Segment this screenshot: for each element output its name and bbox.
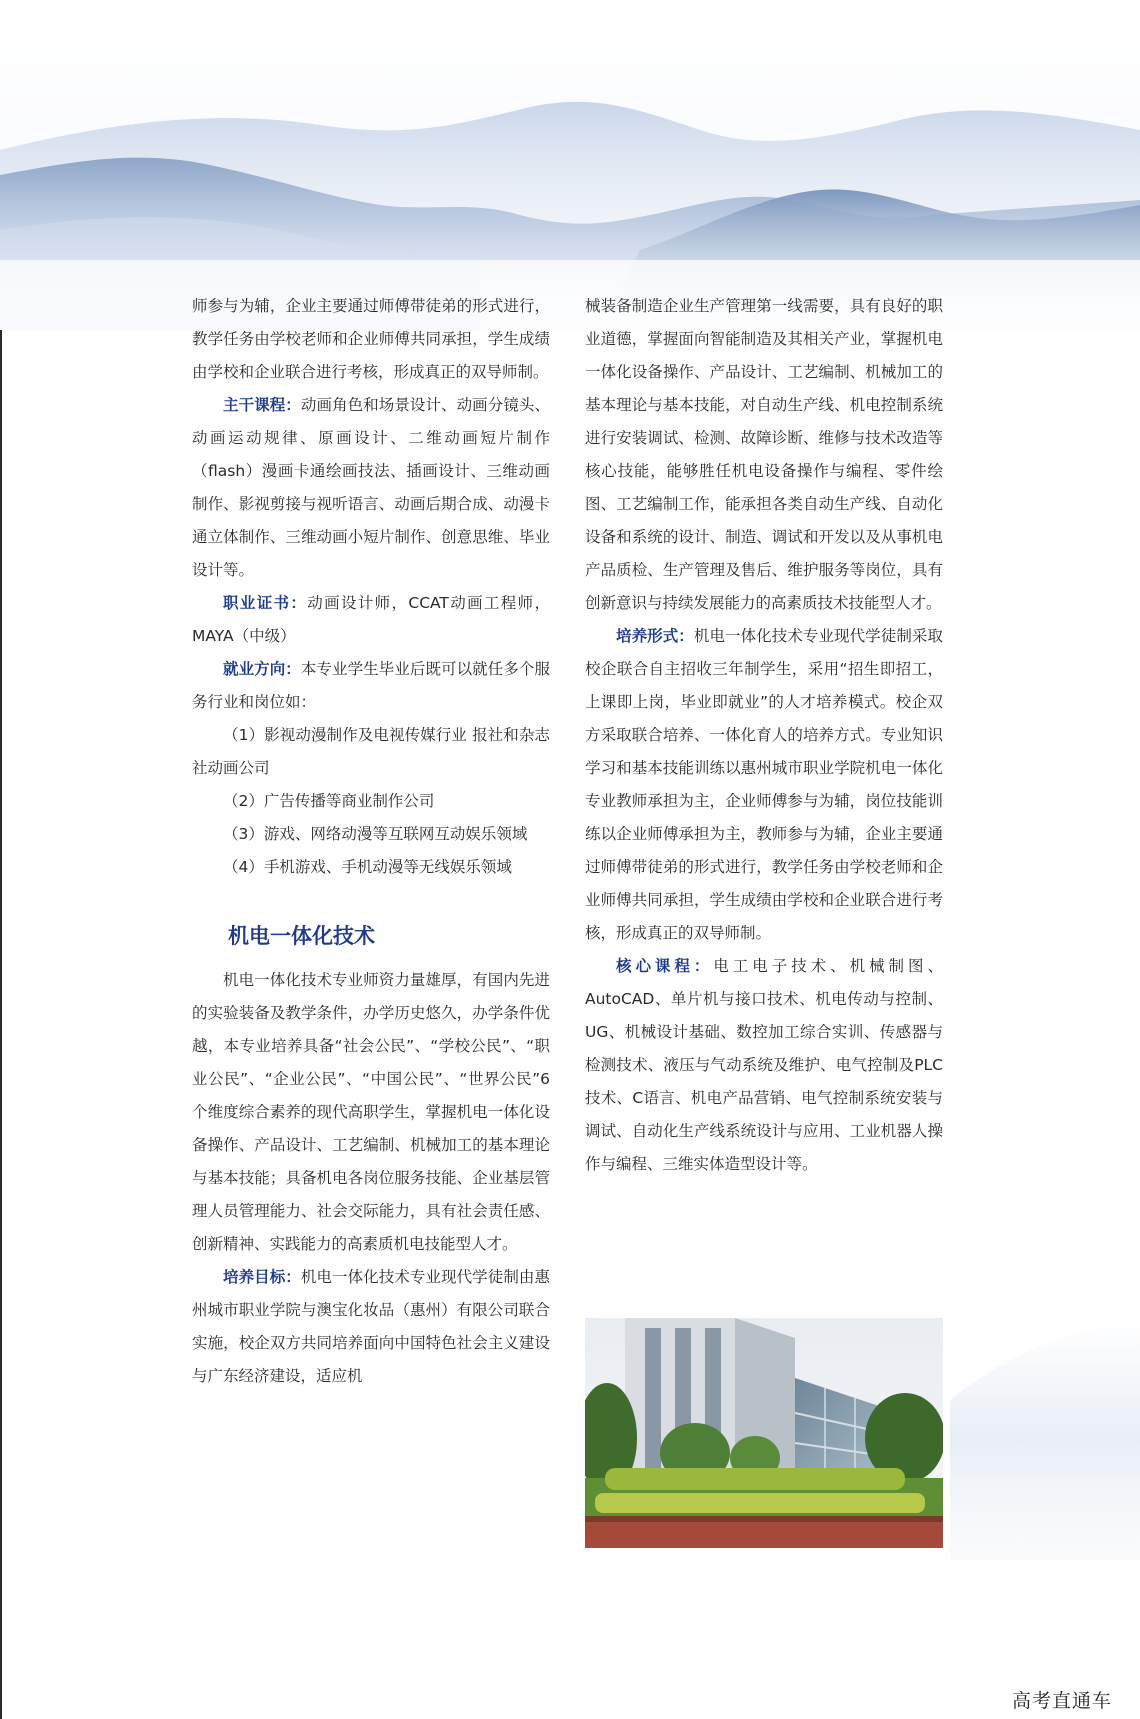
career-item: （4）手机游戏、手机动漫等无线娱乐领域 [223, 858, 512, 876]
training-goal-label: 培养目标： [223, 1268, 301, 1286]
section-title: 机电一体化技术 [228, 924, 375, 948]
section-intro-paragraph: 机电一体化技术专业师资力量雄厚，有国内先进的实验装备及教学条件，办学历史悠久，办学条件优越，本专业培养具备“社会公民”、“学校公民”、“职业公民”、“企业公民”、“中国公民”、“世界公民”6个维度综合素养的现代高职学生，掌握机电一体化设备操作、产品设计、工艺编制、机械加工的基本理论与基本技能；具备机电各岗位服务技能、企业基层管理人员管理能力、社会交际能力，具有社会责任感、创新精神、实践能力的高素质机电技能型人才。 [192, 971, 550, 1253]
campus-building-photo [585, 1318, 943, 1548]
left-intro-paragraph: 师参与为辅，企业主要通过师傅带徒弟的形式进行，教学任务由学校老师和企业师傅共同承担，学生成绩由学校和企业联合进行考核，形成真正的双导师制。 [192, 297, 550, 381]
training-form-label: 培养形式： [616, 627, 694, 645]
certificate-text: 动画设计师，CCAT动画工程师，MAYA（中级） [192, 594, 550, 645]
career-text: 本专业学生毕业后既可以就任多个服务行业和岗位如： [192, 660, 550, 711]
career-label: 就业方向： [223, 660, 301, 678]
core-courses-paragraph [585, 950, 943, 1181]
right-column [585, 290, 943, 1181]
training-goal-text: 机电一体化技术专业现代学徒制由惠州城市职业学院与澳宝化妆品（惠州）有限公司联合实施，校企双方共同培养面向中国特色社会主义建设与广东经济建设，适应机 [192, 1268, 550, 1385]
certificate-paragraph [192, 587, 550, 653]
main-courses-paragraph [192, 389, 550, 587]
main-courses-text: 动画角色和场景设计、动画分镜头、动画运动规律、原画设计、二维动画短片制作（flash）漫画卡通绘画技法、插画设计、三维动画制作、影视剪接与视听语言、动画后期合成、动漫卡通立体制作、三维动画小短片制作、创意思维、毕业设计等。 [192, 396, 550, 579]
footer-watermark: 高考直通车 [1011, 1690, 1112, 1712]
left-column [192, 290, 550, 1393]
training-form-text: 机电一体化技术专业现代学徒制采取校企联合自主招收三年制学生，采用“招生即招工，上课即上岗，毕业即就业”的人才培养模式。校企双方采取联合培养、一体化育人的培养方式。专业知识学习和基本技能训练以惠州城市职业学院机电一体化专业教师承担为主，企业师傅参与为辅，岗位技能训练以企业师傅承担为主，教师参与为辅，企业主要通过师傅带徒弟的形式进行，教学任务由学校老师和企业师傅共同承担，学生成绩由学校和企业联合进行考核，形成真正的双导师制。 [585, 627, 943, 942]
training-goal-paragraph [192, 1261, 550, 1393]
core-courses-label: 核心课程： [616, 957, 714, 975]
right-continued-paragraph: 械装备制造企业生产管理第一线需要，具有良好的职业道德，掌握面向智能制造及其相关产业，掌握机电一体化设备操作、产品设计、工艺编制、机械加工的基本理论与基本技能，对自动生产线、机电控制系统进行安装调试、检测、故障诊断、维修与技术改造等核心技能，能够胜任机电设备操作与编程、零件绘图、工艺编制工作，能承担各类自动生产线、自动化设备和系统的设计、制造、调试和开发以及从事机电产品质检、生产管理及售后、维护服务等岗位，具有创新意识与持续发展能力的高素质技术技能型人才。 [585, 297, 943, 612]
career-item: （2）广告传播等商业制作公司 [223, 792, 435, 810]
career-item: （1）影视动漫制作及电视传媒行业 报社和杂志社动画公司 [192, 726, 550, 777]
core-courses-text: 电工电子技术、机械制图、AutoCAD、单片机与接口技术、机电传动与控制、UG、机械设计基础、数控加工综合实训、传感器与检测技术、液压与气动系统及维护、电气控制及PLC技术、C语言、机电产品营销、电气控制系统安装与调试、自动化生产线系统设计与应用、工业机器人操作与编程、三维实体造型设计等。 [585, 957, 943, 1173]
training-form-paragraph [585, 620, 943, 950]
main-courses-label: 主干课程： [223, 396, 301, 414]
career-paragraph [192, 653, 550, 719]
career-item: （3）游戏、网络动漫等互联网互动娱乐领域 [223, 825, 528, 843]
certificate-label: 职业证书： [223, 594, 308, 612]
